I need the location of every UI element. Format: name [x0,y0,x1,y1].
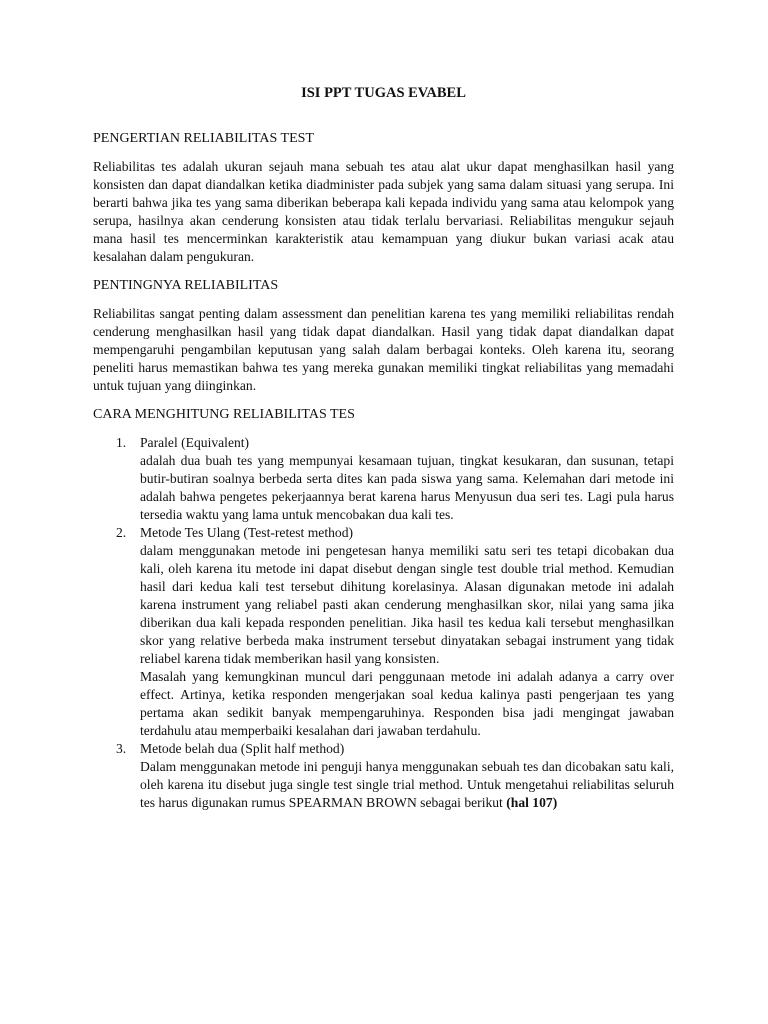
document-title: ISI PPT TUGAS EVABEL [301,85,466,101]
section-heading-pentingnya: PENTINGNYA RELIABILITAS [93,278,279,293]
section-heading-cara-menghitung: CARA MENGHITUNG RELIABILITAS TES [93,407,355,422]
list-item-number: 1. [116,435,127,450]
list-item-body [140,758,674,812]
list-item-body: dalam menggunakan metode ini pengetesan hanya memiliki satu seri tes tetapi dicobakan dua kali, oleh karena itu metode ini dapat disebut dengan single test double trial method. Kemudian hasil dari kedua kali test tersebut dihitung korelasinya. Alasan digunakan metode ini adalah karena instrument yang reliabel pasti akan cenderung menghasilkan skor, nilai yang sama jika diberikan dua kali kepada responden penelitian. Jika hasil tes kedua kali tersebut menghasilkan skor yang relative berbeda maka instrument tersebut dinyatakan sebagai instrument yang tidak reliabel karena tidak memberikan hasil yang konsisten. [140,543,674,666]
document-content [93,84,674,812]
page-reference: (hal 107) [506,795,558,810]
list-item [93,740,674,812]
list-item [93,434,674,524]
list-item-title: Metode Tes Ulang (Test-retest method) [140,525,354,540]
list-item-body: adalah dua buah tes yang mempunyai kesamaan tujuan, tingkat kesukaran, dan susunan, tetapi butir-butiran soalnya berbeda serta dites kan pada siswa yang sama. Kelemahan dari metode ini adalah bahwa pengetes pekerjaannya berat karena harus Menyusun dua seri tes. Lagi pula harus tersedia waktu yang lama untuk mencobakan dua kali tes. [140,453,674,522]
list-item-body-text: Dalam menggunakan metode ini penguji hanya menggunakan sebuah tes dan dicobakan satu kali, oleh karena itu disebut juga single test single trial method. Untuk mengetahui reliabilitas seluruh tes harus digunakan rumus SPEARMAN BROWN sebagai berikut [140,759,674,810]
list-item-title: Metode belah dua (Split half method) [140,741,345,756]
section-heading-pengertian: PENGERTIAN RELIABILITAS TEST [93,131,314,146]
list-item-number: 2. [116,525,127,540]
list-item-body-continued: Masalah yang kemungkinan muncul dari penggunaan metode ini adalah adanya a carry over effect. Artinya, ketika responden mengerjakan soal kedua kalinya pasti pengerjaan tes yang pertama akan sedikit banyak mempengaruhinya. Responden bisa jadi mengingat jawaban terdahulu atau memperbaiki kesalahan dari jawaban terdahulu. [140,669,674,738]
list-item-number: 3. [116,741,127,756]
methods-list [93,434,674,812]
section-paragraph-pengertian: Reliabilitas tes adalah ukuran sejauh mana sebuah tes atau alat ukur dapat menghasilkan hasil yang konsisten dan dapat diandalkan ketika diadminister pada subjek yang sama dalam situasi yang serupa. Ini berarti bahwa jika tes yang sama diberikan beberapa kali kepada individu yang sama atau kelompok yang serupa, hasilnya akan cenderung konsisten atau tidak terlalu bervariasi. Reliabilitas mengukur sejauh mana hasil tes mencerminkan karakteristik atau kemampuan yang diukur bukan variasi acak atau kesalahan dalam pengukuran. [93,159,674,264]
list-item-title: Paralel (Equivalent) [140,435,250,450]
section-paragraph-pentingnya: Reliabilitas sangat penting dalam assessment dan penelitian karena tes yang memiliki reliabilitas rendah cenderung menghasilkan hasil yang tidak dapat diandalkan. Hasil yang tidak dapat diandalkan dapat mempengaruhi pengambilan keputusan yang salah dalam berbagai konteks. Oleh karena itu, seorang peneliti harus memastikan bahwa tes yang mereka gunakan memiliki tingkat reliabilitas yang memadahi untuk tujuan yang diinginkan. [93,306,674,393]
list-item [93,524,674,740]
